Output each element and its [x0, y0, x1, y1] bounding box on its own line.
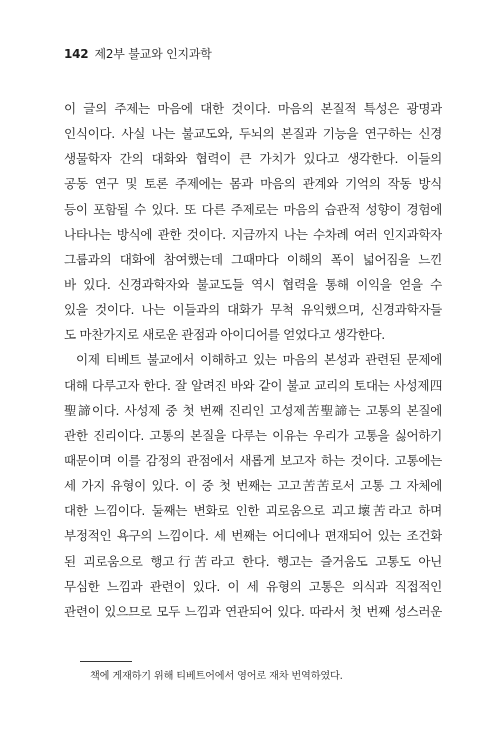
text-line: 생물학자 간의 대화와 협력이 큰 가치가 있다고 생각한다. 이들의 — [64, 151, 442, 167]
text-line: 때문이며 이를 감정의 관점에서 새롭게 보고자 하는 것이다. 고통에는 — [64, 452, 442, 468]
text-line: 있을 것이다. 나는 이들과의 대화가 무척 유익했으며, 신경과학자들 — [64, 302, 442, 318]
text-line: 관한 진리이다. 고통의 본질을 다루는 이유는 우리가 고통을 싫어하기 — [64, 427, 442, 443]
text-line: 무심한 느낌과 관련이 있다. 이 세 유형의 고통은 의식과 직접적인 — [64, 578, 442, 594]
footnote-divider — [80, 661, 132, 662]
text-line: 관련이 있으므로 모두 느낌과 연관되어 있다. 따라서 첫 번째 성스러운 — [64, 603, 442, 619]
text-line: 대해 다루고자 한다. 잘 알려진 바와 같이 불교 교리의 토대는 사성제四 — [64, 377, 442, 393]
text-line: 인식이다. 사실 나는 불교도와, 두뇌의 본질과 기능을 연구하는 신경 — [64, 126, 442, 142]
text-line: 부정적인 욕구의 느낌이다. 세 번째는 어디에나 편재되어 있는 조건화 — [64, 528, 442, 544]
text-line: 대한 느낌이다. 둘째는 변화로 인한 괴로움으로 괴고壞苦라고 하며 — [64, 503, 442, 519]
footnote: 책에 게재하기 위해 티베트어에서 영어로 재차 번역하였다. — [90, 671, 343, 682]
paragraph-1 — [64, 96, 442, 347]
text-line: 등이 포함될 수 있다. 또 다른 주제로는 마음의 습관적 성향이 경험에 — [64, 201, 442, 217]
running-title: 제2부 불교와 인지과학 — [94, 47, 212, 61]
text-line: 도 마찬가지로 새로운 관점과 아이디어를 얻었다고 생각한다. — [64, 327, 385, 343]
page-number: 142 — [64, 47, 89, 61]
text-line: 그룹과의 대화에 참여했는데 그때마다 이해의 폭이 넓어짐을 느낀 — [64, 251, 442, 267]
running-header — [64, 46, 212, 62]
paragraph-2 — [64, 347, 442, 624]
text-line: 바 있다. 신경과학자와 불교도들 역시 협력을 통해 이익을 얻을 수 — [64, 276, 442, 292]
text-line: 聖諦이다. 사성제 중 첫 번째 진리인 고성제苦聖諦는 고통의 본질에 — [64, 402, 442, 418]
text-line: 이 글의 주제는 마음에 대한 것이다. 마음의 본질적 특성은 광명과 — [64, 101, 442, 116]
text-line: 세 가지 유형이 있다. 이 중 첫 번째는 고고苦苦로서 고통 그 자체에 — [64, 478, 442, 494]
body-text — [64, 96, 442, 624]
text-line: 공동 연구 및 토론 주제에는 몸과 마음의 관계와 기억의 작동 방식 — [64, 176, 442, 192]
text-line: 나타나는 방식에 관한 것이다. 지금까지 나는 수차례 여러 인지과학자 — [64, 226, 442, 242]
text-line: 이제 티베트 불교에서 이해하고 있는 마음의 본성과 관련된 문제에 — [76, 352, 442, 368]
text-line: 된 괴로움으로 행고行苦라고 한다. 행고는 즐거움도 고통도 아닌 — [64, 553, 442, 569]
